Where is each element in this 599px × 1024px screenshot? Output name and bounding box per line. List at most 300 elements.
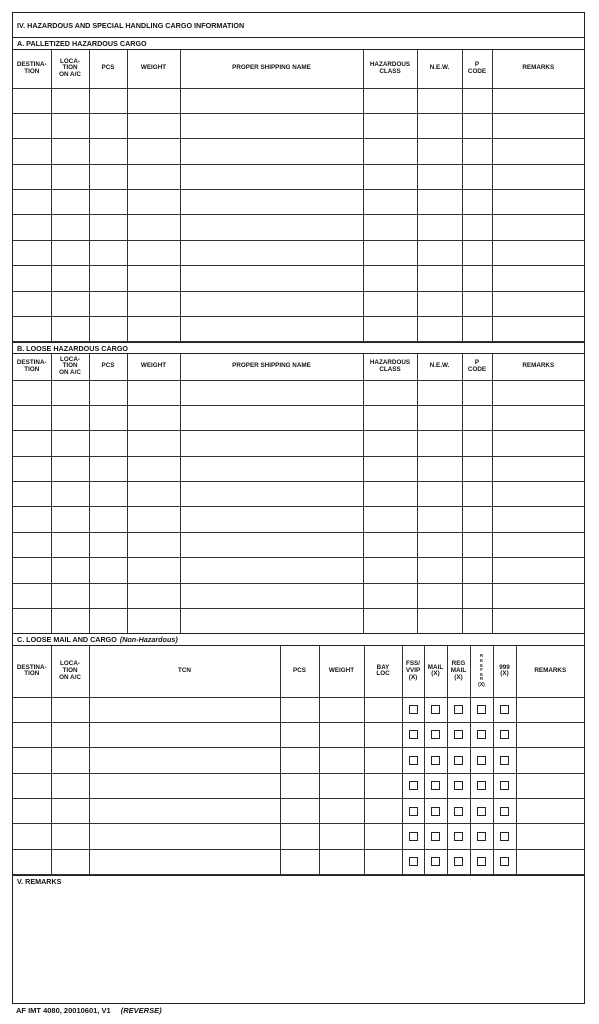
- cell-proper-shipping-name[interactable]: [180, 482, 363, 507]
- cell-destina-tion[interactable]: [13, 799, 51, 824]
- cell-remarks[interactable]: [492, 380, 584, 405]
- cell-proper-shipping-name[interactable]: [180, 609, 363, 634]
- checkbox-reefer-x[interactable]: [477, 756, 486, 765]
- cell-proper-shipping-name[interactable]: [180, 380, 363, 405]
- cell-remarks[interactable]: [516, 697, 584, 722]
- checkbox-mail-x[interactable]: [431, 857, 440, 866]
- section-iv-title-text: IV. HAZARDOUS AND SPECIAL HANDLING CARGO INFORMATION: [17, 20, 245, 30]
- cell-remarks[interactable]: [516, 748, 584, 773]
- section-v-title-text: V. REMARKS: [17, 877, 62, 886]
- cell-destina-tion[interactable]: [13, 849, 51, 874]
- cell-loca-tion-on-a-c[interactable]: [51, 240, 89, 265]
- cell-loca-tion-on-a-c[interactable]: [51, 507, 89, 532]
- checkbox-cell: [447, 773, 470, 798]
- cell-weight[interactable]: [127, 380, 180, 405]
- cell-destina-tion[interactable]: [13, 139, 51, 164]
- cell-n-e-w[interactable]: [417, 507, 462, 532]
- column-header-weight: WEIGHT: [127, 354, 180, 380]
- checkbox-mail-x[interactable]: [431, 832, 440, 841]
- cell-tcn[interactable]: [89, 849, 280, 874]
- column-header-reg-mail-x: REG MAIL (X): [447, 646, 470, 697]
- cell-loca-tion-on-a-c[interactable]: [51, 164, 89, 189]
- checkbox-cell: [402, 849, 424, 874]
- checkbox-999-x[interactable]: [500, 781, 509, 790]
- table-row: [13, 380, 584, 405]
- cell-n-e-w[interactable]: [417, 609, 462, 634]
- cell-p-code[interactable]: [462, 240, 492, 265]
- cell-remarks[interactable]: [492, 609, 584, 634]
- cell-n-e-w[interactable]: [417, 240, 462, 265]
- cell-destina-tion[interactable]: [13, 824, 51, 849]
- checkbox-reg-mail-x[interactable]: [454, 832, 463, 841]
- cell-destina-tion[interactable]: [13, 722, 51, 747]
- cell-p-code[interactable]: [462, 558, 492, 583]
- cell-pcs[interactable]: [89, 431, 127, 456]
- checkbox-mail-x[interactable]: [431, 807, 440, 816]
- cell-tcn[interactable]: [89, 697, 280, 722]
- cell-destina-tion[interactable]: [13, 164, 51, 189]
- cell-remarks[interactable]: [492, 507, 584, 532]
- cell-pcs[interactable]: [89, 507, 127, 532]
- cell-loca-tion-on-a-c[interactable]: [51, 88, 89, 113]
- cell-p-code[interactable]: [462, 507, 492, 532]
- remarks-area[interactable]: [13, 875, 584, 1003]
- cell-p-code[interactable]: [462, 266, 492, 291]
- cell-p-code[interactable]: [462, 113, 492, 138]
- cell-tcn[interactable]: [89, 824, 280, 849]
- cell-weight[interactable]: [127, 139, 180, 164]
- cell-weight[interactable]: [319, 799, 364, 824]
- checkbox-reg-mail-x[interactable]: [454, 857, 463, 866]
- cell-tcn[interactable]: [89, 722, 280, 747]
- cell-p-code[interactable]: [462, 139, 492, 164]
- cell-p-code[interactable]: [462, 456, 492, 481]
- cell-pcs[interactable]: [280, 748, 319, 773]
- cell-loca-tion-on-a-c[interactable]: [51, 482, 89, 507]
- cell-hazardous-class[interactable]: [363, 507, 417, 532]
- cell-pcs[interactable]: [89, 240, 127, 265]
- cell-pcs[interactable]: [89, 405, 127, 430]
- cell-pcs[interactable]: [89, 139, 127, 164]
- checkbox-mail-x[interactable]: [431, 730, 440, 739]
- checkbox-cell: [447, 799, 470, 824]
- cell-hazardous-class[interactable]: [363, 88, 417, 113]
- cell-p-code[interactable]: [462, 431, 492, 456]
- checkbox-cell: [402, 697, 424, 722]
- cell-destina-tion[interactable]: [13, 215, 51, 240]
- checkbox-mail-x[interactable]: [431, 781, 440, 790]
- checkbox-fss-vvip-x[interactable]: [409, 857, 418, 866]
- checkbox-fss-vvip-x[interactable]: [409, 756, 418, 765]
- cell-hazardous-class[interactable]: [363, 456, 417, 481]
- cell-remarks[interactable]: [492, 532, 584, 557]
- cell-hazardous-class[interactable]: [363, 164, 417, 189]
- cell-loca-tion-on-a-c[interactable]: [51, 190, 89, 215]
- cell-bay-loc[interactable]: [364, 748, 402, 773]
- checkbox-reefer-x[interactable]: [477, 807, 486, 816]
- cell-loca-tion-on-a-c[interactable]: [51, 824, 89, 849]
- checkbox-cell: [402, 748, 424, 773]
- cell-destina-tion[interactable]: [13, 748, 51, 773]
- cell-hazardous-class[interactable]: [363, 609, 417, 634]
- cell-destina-tion[interactable]: [13, 558, 51, 583]
- cell-weight[interactable]: [319, 773, 364, 798]
- cell-proper-shipping-name[interactable]: [180, 240, 363, 265]
- cell-hazardous-class[interactable]: [363, 113, 417, 138]
- cell-bay-loc[interactable]: [364, 722, 402, 747]
- cell-pcs[interactable]: [89, 215, 127, 240]
- column-header-reefer-x: [470, 646, 493, 697]
- cell-hazardous-class[interactable]: [363, 405, 417, 430]
- table-row: [13, 113, 584, 138]
- cell-p-code[interactable]: [462, 164, 492, 189]
- checkbox-cell: [493, 722, 516, 747]
- cell-loca-tion-on-a-c[interactable]: [51, 215, 89, 240]
- cell-tcn[interactable]: [89, 799, 280, 824]
- cell-p-code[interactable]: [462, 482, 492, 507]
- cell-loca-tion-on-a-c[interactable]: [51, 609, 89, 634]
- cell-loca-tion-on-a-c[interactable]: [51, 456, 89, 481]
- cell-loca-tion-on-a-c[interactable]: [51, 799, 89, 824]
- cell-n-e-w[interactable]: [417, 164, 462, 189]
- cell-weight[interactable]: [319, 824, 364, 849]
- cell-remarks[interactable]: [492, 88, 584, 113]
- cell-destina-tion[interactable]: [13, 773, 51, 798]
- cell-pcs[interactable]: [89, 291, 127, 316]
- cell-loca-tion-on-a-c[interactable]: [51, 532, 89, 557]
- cell-hazardous-class[interactable]: [363, 139, 417, 164]
- cell-hazardous-class[interactable]: [363, 266, 417, 291]
- cell-bay-loc[interactable]: [364, 773, 402, 798]
- checkbox-cell: [470, 722, 493, 747]
- cell-weight[interactable]: [127, 190, 180, 215]
- cell-remarks[interactable]: [516, 722, 584, 747]
- cell-weight[interactable]: [319, 722, 364, 747]
- cell-loca-tion-on-a-c[interactable]: [51, 291, 89, 316]
- cell-proper-shipping-name[interactable]: [180, 583, 363, 608]
- cell-pcs[interactable]: [89, 609, 127, 634]
- cell-pcs[interactable]: [89, 482, 127, 507]
- cell-p-code[interactable]: [462, 380, 492, 405]
- cell-hazardous-class[interactable]: [363, 583, 417, 608]
- checkbox-999-x[interactable]: [500, 756, 509, 765]
- cell-proper-shipping-name[interactable]: [180, 215, 363, 240]
- cell-remarks[interactable]: [492, 558, 584, 583]
- cell-n-e-w[interactable]: [417, 431, 462, 456]
- cell-tcn[interactable]: [89, 748, 280, 773]
- cell-proper-shipping-name[interactable]: [180, 558, 363, 583]
- cell-weight[interactable]: [127, 507, 180, 532]
- cell-weight[interactable]: [127, 266, 180, 291]
- cell-destina-tion[interactable]: [13, 431, 51, 456]
- cell-remarks[interactable]: [492, 215, 584, 240]
- cell-n-e-w[interactable]: [417, 113, 462, 138]
- cell-proper-shipping-name[interactable]: [180, 291, 363, 316]
- cell-pcs[interactable]: [89, 317, 127, 342]
- cell-hazardous-class[interactable]: [363, 240, 417, 265]
- checkbox-999-x[interactable]: [500, 730, 509, 739]
- cell-remarks[interactable]: [492, 291, 584, 316]
- cell-remarks[interactable]: [492, 456, 584, 481]
- cell-destina-tion[interactable]: [13, 405, 51, 430]
- cell-destina-tion[interactable]: [13, 113, 51, 138]
- cell-proper-shipping-name[interactable]: [180, 456, 363, 481]
- cell-n-e-w[interactable]: [417, 88, 462, 113]
- cell-destina-tion[interactable]: [13, 583, 51, 608]
- cell-destina-tion[interactable]: [13, 380, 51, 405]
- cell-hazardous-class[interactable]: [363, 431, 417, 456]
- cell-proper-shipping-name[interactable]: [180, 431, 363, 456]
- cell-hazardous-class[interactable]: [363, 215, 417, 240]
- table-row: [13, 799, 584, 824]
- checkbox-cell: [493, 824, 516, 849]
- cell-loca-tion-on-a-c[interactable]: [51, 583, 89, 608]
- cell-p-code[interactable]: [462, 190, 492, 215]
- table-row: [13, 405, 584, 430]
- cell-n-e-w[interactable]: [417, 215, 462, 240]
- column-header-proper-shipping-name: PROPER SHIPPING NAME: [180, 50, 363, 88]
- cell-loca-tion-on-a-c[interactable]: [51, 113, 89, 138]
- cell-pcs[interactable]: [280, 824, 319, 849]
- cell-weight[interactable]: [127, 113, 180, 138]
- cell-n-e-w[interactable]: [417, 317, 462, 342]
- cell-weight[interactable]: [127, 215, 180, 240]
- cell-weight[interactable]: [319, 849, 364, 874]
- cell-p-code[interactable]: [462, 583, 492, 608]
- cell-proper-shipping-name[interactable]: [180, 88, 363, 113]
- column-header-loca-tion-on-a-c: LOCA- TION ON A/C: [51, 646, 89, 697]
- checkbox-cell: [493, 849, 516, 874]
- cell-remarks[interactable]: [492, 240, 584, 265]
- cell-destina-tion[interactable]: [13, 456, 51, 481]
- checkbox-cell: [470, 824, 493, 849]
- cell-destina-tion[interactable]: [13, 88, 51, 113]
- cell-loca-tion-on-a-c[interactable]: [51, 139, 89, 164]
- checkbox-cell: [470, 849, 493, 874]
- cell-loca-tion-on-a-c[interactable]: [51, 558, 89, 583]
- checkbox-reefer-x[interactable]: [477, 857, 486, 866]
- cell-remarks[interactable]: [492, 113, 584, 138]
- cell-remarks[interactable]: [492, 405, 584, 430]
- checkbox-fss-vvip-x[interactable]: [409, 832, 418, 841]
- cell-loca-tion-on-a-c[interactable]: [51, 317, 89, 342]
- cell-destina-tion[interactable]: [13, 291, 51, 316]
- cell-proper-shipping-name[interactable]: [180, 317, 363, 342]
- checkbox-999-x[interactable]: [500, 705, 509, 714]
- cell-destina-tion[interactable]: [13, 532, 51, 557]
- cell-remarks[interactable]: [492, 164, 584, 189]
- cell-p-code[interactable]: [462, 609, 492, 634]
- checkbox-cell: [424, 697, 447, 722]
- cell-loca-tion-on-a-c[interactable]: [51, 773, 89, 798]
- cell-pcs[interactable]: [280, 799, 319, 824]
- cell-p-code[interactable]: [462, 88, 492, 113]
- cell-proper-shipping-name[interactable]: [180, 266, 363, 291]
- cell-remarks[interactable]: [492, 583, 584, 608]
- cell-pcs[interactable]: [280, 773, 319, 798]
- column-header-destina-tion: DESTINA- TION: [13, 50, 51, 88]
- cell-remarks[interactable]: [492, 317, 584, 342]
- cell-n-e-w[interactable]: [417, 558, 462, 583]
- cell-loca-tion-on-a-c[interactable]: [51, 697, 89, 722]
- cell-pcs[interactable]: [89, 88, 127, 113]
- cell-weight[interactable]: [127, 532, 180, 557]
- cell-bay-loc[interactable]: [364, 849, 402, 874]
- cell-n-e-w[interactable]: [417, 190, 462, 215]
- cell-p-code[interactable]: [462, 291, 492, 316]
- cell-hazardous-class[interactable]: [363, 482, 417, 507]
- checkbox-reefer-x[interactable]: [477, 781, 486, 790]
- cell-destina-tion[interactable]: [13, 266, 51, 291]
- cell-n-e-w[interactable]: [417, 405, 462, 430]
- cell-pcs[interactable]: [89, 113, 127, 138]
- cell-proper-shipping-name[interactable]: [180, 507, 363, 532]
- checkbox-fss-vvip-x[interactable]: [409, 730, 418, 739]
- cell-remarks[interactable]: [492, 190, 584, 215]
- cell-destina-tion[interactable]: [13, 609, 51, 634]
- cell-pcs[interactable]: [89, 558, 127, 583]
- cell-pcs[interactable]: [89, 190, 127, 215]
- checkbox-cell: [447, 824, 470, 849]
- checkbox-cell: [402, 773, 424, 798]
- checkbox-999-x[interactable]: [500, 807, 509, 816]
- cell-hazardous-class[interactable]: [363, 190, 417, 215]
- checkbox-fss-vvip-x[interactable]: [409, 781, 418, 790]
- cell-weight[interactable]: [127, 609, 180, 634]
- cell-n-e-w[interactable]: [417, 291, 462, 316]
- cell-hazardous-class[interactable]: [363, 558, 417, 583]
- cell-hazardous-class[interactable]: [363, 532, 417, 557]
- cell-loca-tion-on-a-c[interactable]: [51, 405, 89, 430]
- checkbox-fss-vvip-x[interactable]: [409, 705, 418, 714]
- checkbox-mail-x[interactable]: [431, 756, 440, 765]
- cell-proper-shipping-name[interactable]: [180, 139, 363, 164]
- checkbox-reg-mail-x[interactable]: [454, 756, 463, 765]
- cell-pcs[interactable]: [280, 849, 319, 874]
- cell-remarks[interactable]: [516, 824, 584, 849]
- checkbox-reg-mail-x[interactable]: [454, 807, 463, 816]
- checkbox-cell: [447, 697, 470, 722]
- cell-n-e-w[interactable]: [417, 266, 462, 291]
- checkbox-cell: [493, 773, 516, 798]
- cell-pcs[interactable]: [89, 583, 127, 608]
- cell-remarks[interactable]: [492, 482, 584, 507]
- cell-tcn[interactable]: [89, 773, 280, 798]
- cell-remarks[interactable]: [492, 431, 584, 456]
- cell-n-e-w[interactable]: [417, 532, 462, 557]
- cell-loca-tion-on-a-c[interactable]: [51, 266, 89, 291]
- cell-remarks[interactable]: [516, 773, 584, 798]
- cell-loca-tion-on-a-c[interactable]: [51, 748, 89, 773]
- cell-hazardous-class[interactable]: [363, 317, 417, 342]
- checkbox-cell: [402, 824, 424, 849]
- cell-loca-tion-on-a-c[interactable]: [51, 722, 89, 747]
- cell-weight[interactable]: [127, 456, 180, 481]
- cell-weight[interactable]: [319, 697, 364, 722]
- cell-remarks[interactable]: [492, 266, 584, 291]
- cell-loca-tion-on-a-c[interactable]: [51, 849, 89, 874]
- cell-weight[interactable]: [127, 482, 180, 507]
- cell-p-code[interactable]: [462, 532, 492, 557]
- cell-weight[interactable]: [127, 240, 180, 265]
- cell-weight[interactable]: [127, 431, 180, 456]
- cell-bay-loc[interactable]: [364, 799, 402, 824]
- cell-destina-tion[interactable]: [13, 507, 51, 532]
- cell-proper-shipping-name[interactable]: [180, 164, 363, 189]
- cell-bay-loc[interactable]: [364, 697, 402, 722]
- cell-pcs[interactable]: [89, 532, 127, 557]
- checkbox-reefer-x[interactable]: [477, 730, 486, 739]
- cell-bay-loc[interactable]: [364, 824, 402, 849]
- cell-remarks[interactable]: [492, 139, 584, 164]
- cell-weight[interactable]: [127, 558, 180, 583]
- cell-remarks[interactable]: [516, 849, 584, 874]
- cell-p-code[interactable]: [462, 317, 492, 342]
- cell-weight[interactable]: [127, 291, 180, 316]
- checkbox-mail-x[interactable]: [431, 705, 440, 714]
- cell-n-e-w[interactable]: [417, 583, 462, 608]
- cell-n-e-w[interactable]: [417, 139, 462, 164]
- cell-n-e-w[interactable]: [417, 380, 462, 405]
- checkbox-999-x[interactable]: [500, 857, 509, 866]
- cell-weight[interactable]: [127, 164, 180, 189]
- checkbox-999-x[interactable]: [500, 832, 509, 841]
- checkbox-reefer-x[interactable]: [477, 705, 486, 714]
- cell-weight[interactable]: [127, 405, 180, 430]
- checkbox-reg-mail-x[interactable]: [454, 781, 463, 790]
- cell-pcs[interactable]: [280, 697, 319, 722]
- column-header-hazardous-class: HAZARDOUS CLASS: [363, 354, 417, 380]
- checkbox-reg-mail-x[interactable]: [454, 730, 463, 739]
- column-header-weight: WEIGHT: [319, 646, 364, 697]
- cell-destina-tion[interactable]: [13, 190, 51, 215]
- checkbox-fss-vvip-x[interactable]: [409, 807, 418, 816]
- cell-n-e-w[interactable]: [417, 456, 462, 481]
- cell-pcs[interactable]: [89, 266, 127, 291]
- section-c-title: [13, 633, 584, 646]
- cell-weight[interactable]: [319, 748, 364, 773]
- cell-destina-tion[interactable]: [13, 697, 51, 722]
- cell-proper-shipping-name[interactable]: [180, 405, 363, 430]
- cell-destina-tion[interactable]: [13, 317, 51, 342]
- column-header-destina-tion: DESTINA- TION: [13, 646, 51, 697]
- cell-weight[interactable]: [127, 583, 180, 608]
- cell-destina-tion[interactable]: [13, 240, 51, 265]
- cell-p-code[interactable]: [462, 405, 492, 430]
- cell-weight[interactable]: [127, 88, 180, 113]
- cell-pcs[interactable]: [89, 380, 127, 405]
- checkbox-reg-mail-x[interactable]: [454, 705, 463, 714]
- cell-loca-tion-on-a-c[interactable]: [51, 431, 89, 456]
- cell-loca-tion-on-a-c[interactable]: [51, 380, 89, 405]
- cell-pcs[interactable]: [89, 164, 127, 189]
- cell-pcs[interactable]: [89, 456, 127, 481]
- cell-hazardous-class[interactable]: [363, 291, 417, 316]
- cell-proper-shipping-name[interactable]: [180, 190, 363, 215]
- cell-proper-shipping-name[interactable]: [180, 113, 363, 138]
- cell-pcs[interactable]: [280, 722, 319, 747]
- cell-remarks[interactable]: [516, 799, 584, 824]
- cell-weight[interactable]: [127, 317, 180, 342]
- cell-proper-shipping-name[interactable]: [180, 532, 363, 557]
- cell-destina-tion[interactable]: [13, 482, 51, 507]
- column-header-loca-tion-on-a-c: LOCA- TION ON A/C: [51, 354, 89, 380]
- checkbox-reefer-x[interactable]: [477, 832, 486, 841]
- cell-n-e-w[interactable]: [417, 482, 462, 507]
- cell-p-code[interactable]: [462, 215, 492, 240]
- checkbox-cell: [424, 824, 447, 849]
- cell-hazardous-class[interactable]: [363, 380, 417, 405]
